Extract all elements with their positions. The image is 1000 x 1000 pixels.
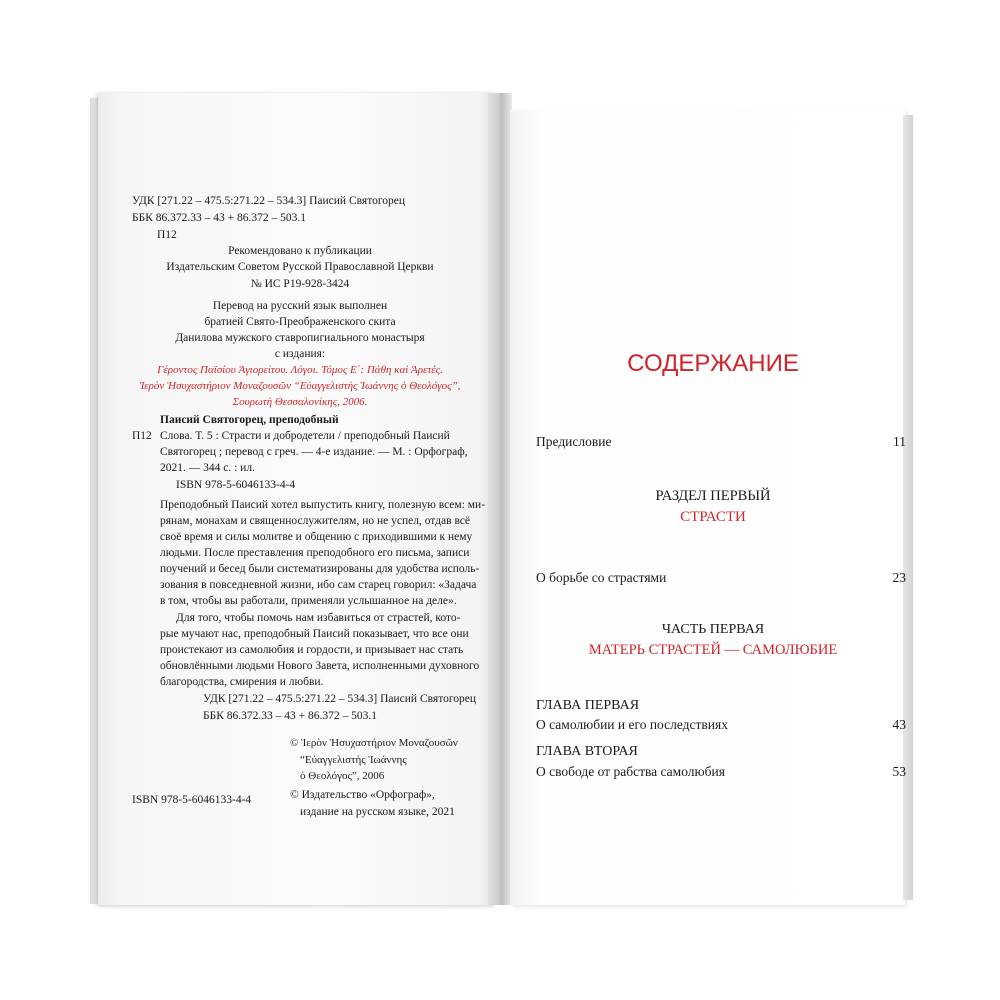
book-gutter: [488, 93, 512, 905]
author-line: Паисий Святогорец, преподобный: [160, 414, 339, 426]
chapter-1-head: ГЛАВА ПЕРВАЯ: [536, 698, 640, 713]
copyright-ru-1: © Издательство «Орфограф»,: [290, 789, 435, 801]
right-page-edge: [903, 115, 913, 900]
annotation-line-8: Для того, чтобы помочь нам избавиться от страстей, кото-: [176, 612, 461, 624]
isbn-bottom: ISBN 978-5-6046133-4-4: [132, 794, 252, 806]
greek-source-line-2: Ἱερὸν Ἡσυχαστήριον Μοναζουσῶν “Εὐαγγελιστὴς Ἰωάννης ὁ Θεολόγος”,: [139, 380, 461, 392]
isbn-mid: ISBN 978-5-6046133-4-4: [176, 479, 296, 491]
biblio-line-1: Слова. Т. 5 : Страсти и добродетели / преподобный Паисий: [160, 430, 450, 442]
annotation-line-11: обновлёнными людьми Нового Завета, исполненными духовного: [160, 660, 480, 672]
annotation-line-4: людьми. После преставления преподобного его письма, записи: [160, 547, 470, 559]
annotation-line-12: благородства, смирения и любви.: [160, 676, 324, 688]
copyright-greek-2: “Εὐαγγελιστὴς Ἰωάννης: [300, 754, 407, 766]
greek-source-line-3: Σουρωτὴ Θεσσαλονίκης, 2006.: [232, 396, 368, 408]
translation-line-4: с издания:: [274, 348, 326, 360]
biblio-line-3: 2021. — 344 с. : ил.: [160, 462, 255, 474]
recommended-line-2: Издательским Советом Русской Православной Церкви: [166, 261, 434, 273]
bbk-top: ББК 86.372.33 – 43 + 86.372 – 503.1: [132, 212, 306, 224]
code-mid: П12: [132, 430, 152, 442]
bbk-bottom: ББК 86.372.33 – 43 + 86.372 – 503.1: [203, 710, 377, 722]
toc-chapter-2-label: О свободе от рабства самолюбия: [536, 764, 725, 779]
toc-chapter-1-label: О самолюбии и его последствиях: [536, 717, 728, 732]
translation-line-1: Перевод на русский язык выполнен: [212, 300, 388, 312]
annotation-line-1: Преподобный Паисий хотел выпустить книгу, полезную всем: ми-: [160, 499, 486, 511]
greek-source-line-1: Γέροντος Παϊσίου Ἁγιορείτου. Λόγοι. Τόμος Ε΄: Πάθη καὶ Ἀρετές.: [157, 364, 443, 376]
toc-chapter-2-page: 53: [892, 764, 906, 779]
right-page: [510, 110, 905, 905]
copyright-greek-3: ὁ Θεολόγος”, 2006: [300, 770, 385, 782]
part-label: ЧАСТЬ ПЕРВАЯ: [661, 622, 765, 637]
toc-preface-label: Предисловие: [536, 434, 612, 449]
annotation-line-7: в том, чтобы вы работали, применяли услышанное на деле».: [160, 595, 457, 607]
annotation-line-10: проистекают из самолюбия и гордости, и призывает нас стать: [160, 644, 464, 656]
translation-line-3: Данилова мужского ставропигиального монастыря: [175, 332, 425, 344]
recommended-line-3: № ИС Р19-928-3424: [250, 278, 350, 290]
section-label: РАЗДЕЛ ПЕРВЫЙ: [655, 488, 771, 504]
biblio-line-2: Святогорец ; перевод с греч. — 4-е издание. — М. : Орфограф,: [160, 446, 468, 458]
copyright-greek-1: © Ἱερὸν Ἡσυχαστήριον Μοναζουσῶν: [290, 737, 458, 749]
toc-title: СОДЕРЖАНИЕ: [627, 350, 799, 377]
recommended-line-1: Рекомендовано к публикации: [228, 245, 372, 257]
udk-bottom: УДК [271.22 – 475.5:271.22 – 534.3] Паисий Святогорец: [203, 693, 477, 705]
part-title: МАТЕРЬ СТРАСТЕЙ — САМОЛЮБИЕ: [588, 642, 838, 658]
annotation-line-5: поучений и бесед были систематизированы для удобства исполь-: [160, 563, 480, 575]
annotation-line-6: зования в повседневной жизни, ибо сам старец говорил: «Задача: [160, 579, 477, 591]
toc-chapter-1-page: 43: [892, 717, 906, 732]
section-title: СТРАСТИ: [680, 509, 746, 525]
chapter-2-head: ГЛАВА ВТОРАЯ: [536, 744, 638, 759]
annotation-line-9: рые мучают нас, преподобный Паисий показывает, что все они: [160, 628, 469, 640]
code-top: П12: [157, 229, 177, 241]
toc-struggle-page: 23: [892, 570, 906, 585]
translation-line-2: братией Свято-Преображенского скита: [204, 316, 396, 328]
annotation-line-2: рянам, монахам и священнослужителям, но не успел, отдав всё: [160, 515, 471, 527]
toc-preface-page: 11: [893, 434, 906, 449]
udk-top: УДК [271.22 – 475.5:271.22 – 534.3] Паисий Святогорец: [132, 195, 406, 207]
annotation-line-3: своё время и силы молитве и общению с приходившими к нему: [160, 531, 473, 543]
toc-struggle-label: О борьбе со страстями: [536, 570, 667, 585]
copyright-ru-2: издание на русском языке, 2021: [300, 806, 455, 818]
